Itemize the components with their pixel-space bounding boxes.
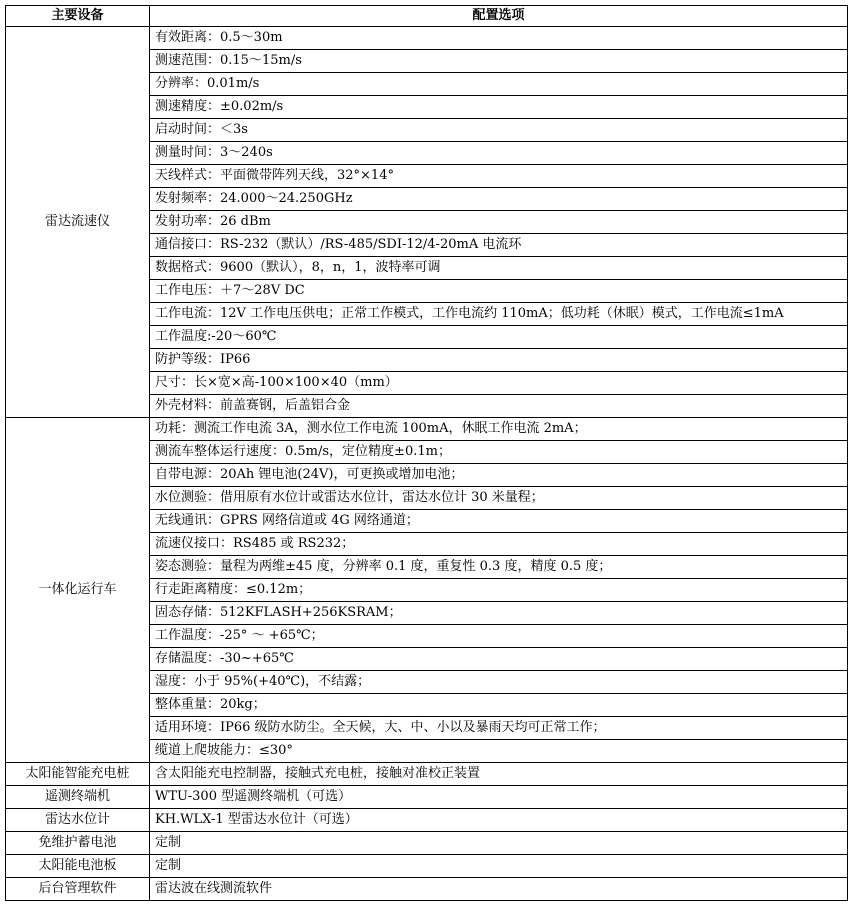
table-header [6,6,848,27]
config-option-cell: 工作电流：12V 工作电压供电；正常工作模式，工作电流约 110mA；低功耗（休眠）模式，工作电流≤1mA [150,303,848,326]
config-option-cell: 流速仪接口：RS485 或 RS232； [150,533,848,556]
table-row [6,878,848,901]
device-name-cell: 遥测终端机 [6,786,150,809]
config-option-cell: 缆道上爬坡能力：≤30° [150,740,848,763]
config-option-cell: 发射功率：26 dBm [150,211,848,234]
config-option-cell: 数据格式：9600（默认），8，n，1，波特率可调 [150,257,848,280]
config-option-cell: 水位测验：借用原有水位计或雷达水位计，雷达水位计 30 米量程； [150,487,848,510]
config-option-cell: 存储温度：-30~+65℃ [150,648,848,671]
table-body [6,27,848,901]
table-row [6,763,848,786]
config-option-cell: 雷达波在线测流软件 [150,878,848,901]
device-name-cell: 雷达流速仪 [6,27,150,418]
table-row [6,786,848,809]
config-option-cell: 尺寸：长×宽×高-100×100×40（mm） [150,372,848,395]
config-option-cell: 外壳材料：前盖赛钢，后盖铝合金 [150,395,848,418]
config-option-cell: 定制 [150,855,848,878]
config-option-cell: 含太阳能充电控制器，接触式充电桩，接触对准校正装置 [150,763,848,786]
config-option-cell: 姿态测验：量程为两维±45 度，分辨率 0.1 度，重复性 0.3 度，精度 0.5 度； [150,556,848,579]
config-option-cell: 行走距离精度：≤0.12m； [150,579,848,602]
device-name-cell: 太阳能电池板 [6,855,150,878]
config-option-cell: 工作温度:-20～60℃ [150,326,848,349]
device-name-cell: 雷达水位计 [6,809,150,832]
config-option-cell: 测流车整体运行速度：0.5m/s，定位精度±0.1m； [150,441,848,464]
config-option-cell: KH.WLX-1 型雷达水位计（可选） [150,809,848,832]
device-name-cell: 太阳能智能充电桩 [6,763,150,786]
header-options: 配置选项 [150,6,848,27]
config-option-cell: 通信接口：RS-232（默认）/RS-485/SDI-12/4-20mA 电流环 [150,234,848,257]
config-option-cell: 发射频率：24.000～24.250GHz [150,188,848,211]
equipment-spec-table [5,5,848,901]
config-option-cell: 无线通讯：GPRS 网络信道或 4G 网络通道； [150,510,848,533]
device-name-cell: 后台管理软件 [6,878,150,901]
header-row [6,6,848,27]
config-option-cell: 功耗：测流工作电流 3A，测水位工作电流 100mA，休眠工作电流 2mA； [150,418,848,441]
config-option-cell: 测速精度：±0.02m/s [150,96,848,119]
config-option-cell: 自带电源：20Ah 锂电池(24V)，可更换或增加电池； [150,464,848,487]
config-option-cell: 湿度：小于 95%(+40℃)，不结露； [150,671,848,694]
config-option-cell: 启动时间：＜3s [150,119,848,142]
table-row [6,27,848,50]
config-option-cell: 分辨率：0.01m/s [150,73,848,96]
config-option-cell: 测量时间：3～240s [150,142,848,165]
header-device: 主要设备 [6,6,150,27]
table-row [6,832,848,855]
config-option-cell: 定制 [150,832,848,855]
config-option-cell: 工作温度：-25° ～ +65℃； [150,625,848,648]
config-option-cell: 测速范围：0.15～15m/s [150,50,848,73]
config-option-cell: 固态存储：512KFLASH+256KSRAM； [150,602,848,625]
config-option-cell: 有效距离：0.5～30m [150,27,848,50]
device-name-cell: 一体化运行车 [6,418,150,763]
config-option-cell: WTU-300 型遥测终端机（可选） [150,786,848,809]
config-option-cell: 防护等级：IP66 [150,349,848,372]
device-name-cell: 免维护蓄电池 [6,832,150,855]
table-row [6,855,848,878]
config-option-cell: 天线样式：平面微带阵列天线，32°×14° [150,165,848,188]
config-option-cell: 工作电压：＋7～28V DC [150,280,848,303]
table-row [6,809,848,832]
config-option-cell: 整体重量：20kg； [150,694,848,717]
config-option-cell: 适用环境：IP66 级防水防尘。全天候，大、中、小以及暴雨天均可正常工作； [150,717,848,740]
spec-table-wrapper [5,5,848,901]
table-row [6,418,848,441]
